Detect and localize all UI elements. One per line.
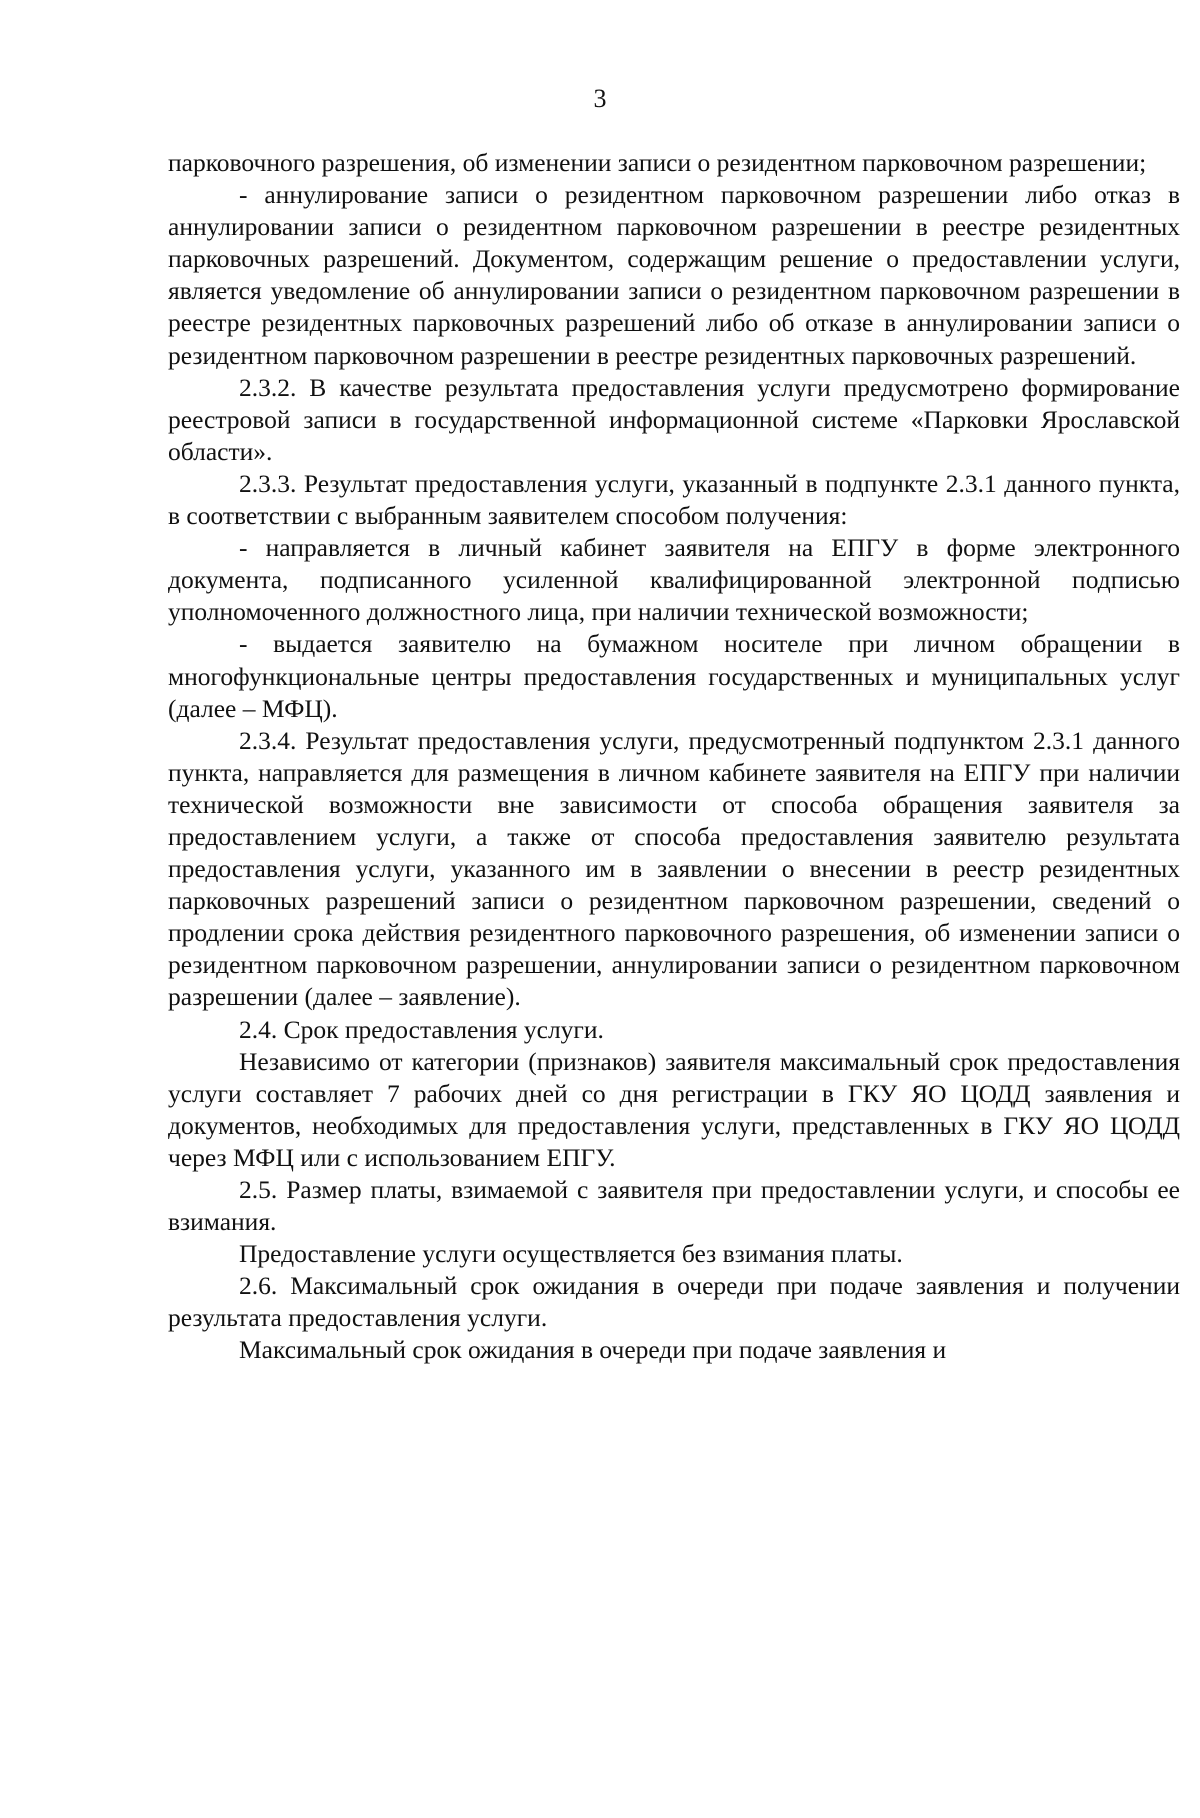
- paragraph-2-5-heading: 2.5. Размер платы, взимаемой с заявителя при предоставлении услуги, и способы ее взимания.: [168, 1175, 1180, 1237]
- paragraph-2-4-heading: 2.4. Срок предоставления услуги.: [239, 1014, 604, 1044]
- paragraph-2-6-heading: 2.6. Максимальный срок ожидания в очереди при подаче заявления и получении результата предоставления услуги.: [168, 1271, 1180, 1333]
- paragraph-2-3-4: 2.3.4. Результат предоставления услуги, предусмотренный подпунктом 2.3.1 данного пункта, направляется для размещения в личном кабинете заявителя на ЕПГУ при наличии технической возможности вне зависимости от способа обращения заявителя за предоставлением услуги, а также от способа предоставления заявителю результата предоставления услуги, указанного им в заявлении о внесении в реестр резидентных парковочных разрешений записи о резидентном парковочном разрешении, сведений о продлении срока действия резидентного парковочного разрешения, об изменении записи о резидентном парковочном разрешении, аннулировании записи о резидентном парковочном разрешении (далее – заявление).: [168, 725, 1180, 1012]
- paragraph-queue-wait-term: Максимальный срок ожидания в очереди при подаче заявления и: [239, 1335, 947, 1365]
- paragraph-2-3-2: 2.3.2. В качестве результата предоставления услуги предусмотрено формирование реестровой записи в государственной информационной системе «Парковки Ярославской области».: [168, 372, 1180, 466]
- page-number: 3: [593, 84, 607, 113]
- paragraph-annulment-item: - аннулирование записи о резидентном парковочном разрешении либо отказ в аннулировании записи о резидентном парковочном разрешении в реестре резидентных парковочных разрешений. Документом, содержащим решение о предоставлении услуги, является уведомление об аннулировании записи о резидентном парковочном разрешении в реестре резидентных парковочных разрешений либо об отказе в аннулировании записи о резидентном парковочном разрешении в реестре резидентных парковочных разрешений.: [168, 180, 1180, 370]
- paragraph-2-3-3: 2.3.3. Результат предоставления услуги, указанный в подпункте 2.3.1 данного пункта, в соответствии с выбранным заявителем способом получения:: [168, 468, 1180, 531]
- paragraph-service-term: Независимо от категории (признаков) заявителя максимальный срок предоставления услуги составляет 7 рабочих дней со дня регистрации в ГКУ ЯО ЦОДД заявления и документов, необходимых для предоставления услуги, представленных в ГКУ ЯО ЦОДД через МФЦ или с использованием ЕПГУ.: [168, 1046, 1180, 1172]
- paragraph-mfc-delivery-item: - выдается заявителю на бумажном носителе при личном обращении в многофункциональные центры предоставления государственных и муниципальных услуг (далее – МФЦ).: [168, 629, 1180, 723]
- paragraph-free-of-charge: Предоставление услуги осуществляется без взимания платы.: [239, 1239, 903, 1269]
- document-body: [168, 147, 1180, 1367]
- paragraph-continuation: парковочного разрешения, об изменении записи о резидентном парковочном разрешении;: [168, 148, 1147, 177]
- paragraph-epgu-delivery-item: - направляется в личный кабинет заявителя на ЕПГУ в форме электронного документа, подписанного усиленной квалифицированной электронной подписью уполномоченного должностного лица, при наличии технической возможности;: [168, 533, 1180, 627]
